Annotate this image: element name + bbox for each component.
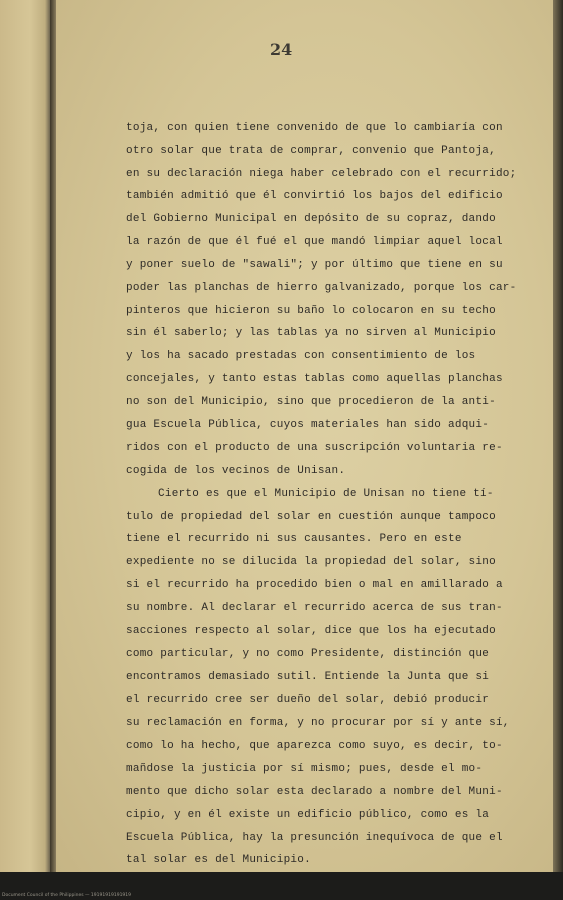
text-line: sin él saberlo; y las tablas ya no sirven al Municipio bbox=[126, 327, 496, 339]
text-line: si el recurrido ha procedido bien o mal en amillarado a bbox=[126, 579, 503, 591]
text-line: del Gobierno Municipal en depósito de su copraz, dando bbox=[126, 213, 496, 225]
text-line: tiene el recurrido ni sus causantes. Pero en este bbox=[126, 533, 462, 545]
page-number: 24 bbox=[270, 40, 293, 59]
text-line: mento que dicho solar esta declarado a nombre del Muni- bbox=[126, 786, 503, 798]
text-line: Cierto es que el Municipio de Unisan no tiene tí- bbox=[158, 488, 494, 500]
text-line: cipio, y en él existe un edificio público, como es la bbox=[126, 809, 490, 821]
text-line: otro solar que trata de comprar, convenio que Pantoja, bbox=[126, 145, 496, 157]
text-line: y poner suelo de "sawali"; y por último que tiene en su bbox=[126, 259, 503, 271]
scan-footer-caption: Document Council of the Philippines — 19191919191919 bbox=[2, 893, 132, 898]
text-line: el recurrido cree ser dueño del solar, debió producir bbox=[126, 694, 490, 706]
text-line: la razón de que él fué el que mandó limpiar aquel local bbox=[126, 236, 503, 248]
text-line: cogida de los vecinos de Unisan. bbox=[126, 465, 346, 477]
text-line: su nombre. Al declarar el recurrido acerca de sus tran- bbox=[126, 602, 503, 614]
text-line: en su declaración niega haber celebrado con el recurrido; bbox=[126, 168, 517, 180]
text-line: pinteros que hicieron su baño lo colocaron en su techo bbox=[126, 305, 496, 317]
text-line: sacciones respecto al solar, dice que los ha ejecutado bbox=[126, 625, 496, 637]
text-line: toja, con quien tiene convenido de que lo cambiaría con bbox=[126, 122, 503, 134]
text-line: Escuela Pública, hay la presunción inequívoca de que el bbox=[126, 832, 503, 844]
text-line: también admitió que él convirtió los bajos del edificio bbox=[126, 190, 503, 202]
text-line: expediente no se dilucida la propiedad del solar, sino bbox=[126, 556, 496, 568]
text-line: no son del Municipio, sino que procedieron de la anti- bbox=[126, 396, 496, 408]
text-line: poder las planchas de hierro galvanizado, porque los car- bbox=[126, 282, 517, 294]
text-line: tal solar es del Municipio. bbox=[126, 854, 311, 866]
text-line: tulo de propiedad del solar en cuestión aunque tampoco bbox=[126, 511, 496, 523]
text-line: y los ha sacado prestadas con consentimiento de los bbox=[126, 350, 476, 362]
text-line: mañdose la justicia por sí mismo; pues, desde el mo- bbox=[126, 763, 483, 775]
text-line: ridos con el producto de una suscripción voluntaria re- bbox=[126, 442, 503, 454]
text-line: gua Escuela Pública, cuyos materiales han sido adqui- bbox=[126, 419, 490, 431]
text-line: su reclamación en forma, y no procurar por sí y ante sí, bbox=[126, 717, 510, 729]
text-line: concejales, y tanto estas tablas como aquellas planchas bbox=[126, 373, 503, 385]
text-line: como particular, y no como Presidente, distinción que bbox=[126, 648, 490, 660]
text-line: encontramos demasiado sutil. Entiende la Junta que si bbox=[126, 671, 490, 683]
text-line: como lo ha hecho, que aparezca como suyo, es decir, to- bbox=[126, 740, 503, 752]
